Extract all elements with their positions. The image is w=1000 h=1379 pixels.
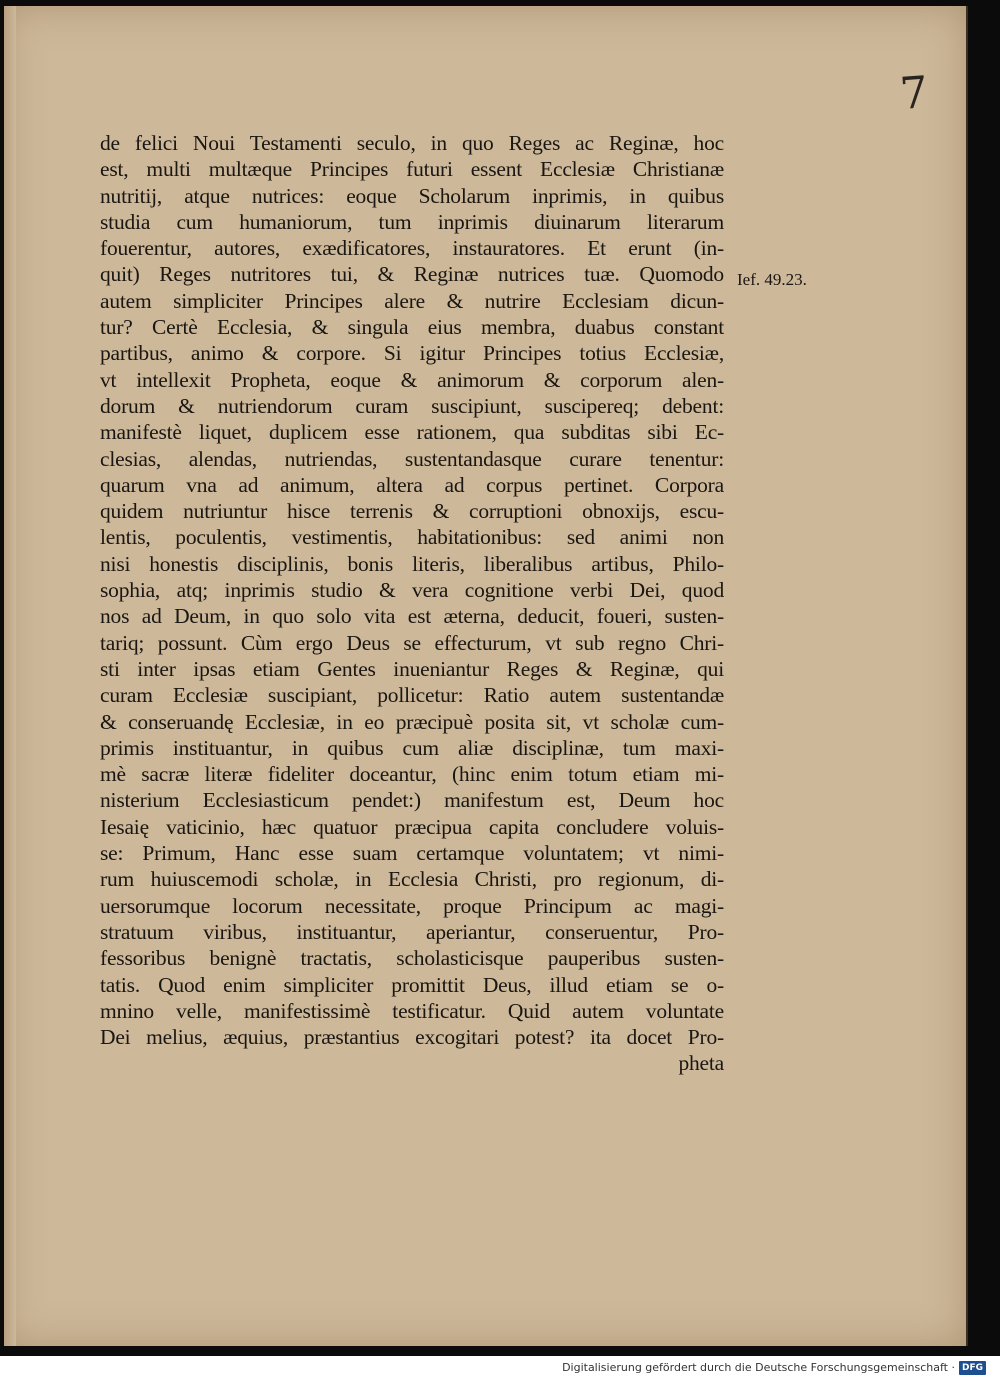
- text-line: Dei melius, æquius, præstantius excogitari potest? ita docet Pro-: [100, 1025, 724, 1050]
- text-line: studia cum humaniorum, tum inprimis diuinarum literarum: [100, 209, 724, 234]
- text-line: mè sacræ literæ fideliter doceantur, (hinc enim totum etiam mi-: [100, 762, 724, 787]
- text-line: sophia, atq; inprimis studio & vera cognitione verbi Dei, quod: [100, 578, 724, 603]
- text-line: vt intellexit Propheta, eoque & animorum & corporum alen-: [100, 367, 724, 392]
- text-line: tariq; possunt. Cùm ergo Deus se effecturum, vt sub regno Chri-: [100, 630, 724, 655]
- text-line: nos ad Deum, in quo solo vita est æterna, deducit, foueri, susten-: [100, 604, 724, 629]
- footer-credit: Digitalisierung gefördert durch die Deutsche Forschungsgemeinschaft ·: [562, 1361, 955, 1374]
- text-line: est, multi multæque Principes futuri essent Ecclesiæ Christianæ: [100, 157, 724, 182]
- dfg-logo: DFG: [959, 1361, 986, 1375]
- text-line: rum huiuscemodi scholæ, in Ecclesia Christi, pro regionum, di-: [100, 867, 724, 892]
- text-line: curam Ecclesiæ suscipiant, pollicetur: Ratio autem sustentandæ: [100, 683, 724, 708]
- text-line: clesias, alendas, nutriendas, sustentandasque curare tenentur:: [100, 446, 724, 471]
- text-line: dorum & nutriendorum curam suscipiunt, suscipereq; debent:: [100, 393, 724, 418]
- text-line: nisterium Ecclesiasticum pendet:) manifestum est, Deum hoc: [100, 788, 724, 813]
- book-page: [4, 6, 968, 1346]
- body-text: [100, 130, 724, 1077]
- text-line: sti inter ipsas etiam Gentes inueniantur Reges & Reginæ, qui: [100, 656, 724, 681]
- text-line: fessoribus benignè tractatis, scholasticisque pauperibus susten-: [100, 946, 724, 971]
- catchword: pheta: [678, 1051, 724, 1076]
- text-line: Iesaię vaticinio, hæc quatuor præcipua capita concludere voluis-: [100, 814, 724, 839]
- text-line: de felici Noui Testamenti seculo, in quo Reges ac Reginæ, hoc: [100, 131, 724, 155]
- text-line: nisi honestis disciplinis, bonis literis, liberalibus artibus, Philo-: [100, 551, 724, 576]
- text-line: tatis. Quod enim simpliciter promittit Deus, illud etiam se o-: [100, 972, 724, 997]
- text-line: uersorumque locorum necessitate, proque Principum ac magi-: [100, 893, 724, 918]
- text-line: stratuum viribus, instituantur, aperiantur, conseruentur, Pro-: [100, 919, 724, 944]
- text-line: autem simpliciter Principes alere & nutrire Ecclesiam dicun-: [100, 288, 724, 313]
- text-line: primis instituantur, in quibus cum aliæ disciplinæ, tum maxi-: [100, 735, 724, 760]
- marginal-note: Ief. 49.23.: [737, 270, 807, 289]
- text-line: nutritij, atque nutrices: eoque Scholarum inprimis, in quibus: [100, 183, 724, 208]
- text-line: partibus, animo & corpore. Si igitur Principes totius Ecclesiæ,: [100, 341, 724, 366]
- page-edge: [4, 6, 16, 1346]
- text-line: & conseruandę Ecclesiæ, in eo præcipuè posita sit, vt scholæ cum-: [100, 709, 724, 734]
- text-line: quarum vna ad animum, altera ad corpus pertinet. Corpora: [100, 472, 724, 497]
- folio-number: 7: [898, 67, 930, 120]
- text-line: fouerentur, autores, exædificatores, instauratores. Et erunt (in-: [100, 236, 724, 261]
- text-line: tur? Certè Ecclesia, & singula eius membra, duabus constant: [100, 315, 724, 340]
- text-line: quidem nutriuntur hisce terrenis & corruptioni obnoxijs, escu-: [100, 499, 724, 524]
- text-line: quit) Reges nutritores tui, & Reginæ nutrices tuæ. Quomodo: [100, 262, 724, 287]
- text-line: manifestè liquet, duplicem esse rationem, qua subditas sibi Ec-: [100, 420, 724, 445]
- text-line: se: Primum, Hanc esse suam certamque voluntatem; vt nimi-: [100, 841, 724, 866]
- text-line: lentis, poculentis, vestimentis, habitationibus: sed animi non: [100, 525, 724, 550]
- footer-bar: [0, 1356, 1000, 1379]
- text-line: mnino velle, manifestissimè testificatur. Quid autem voluntate: [100, 998, 724, 1023]
